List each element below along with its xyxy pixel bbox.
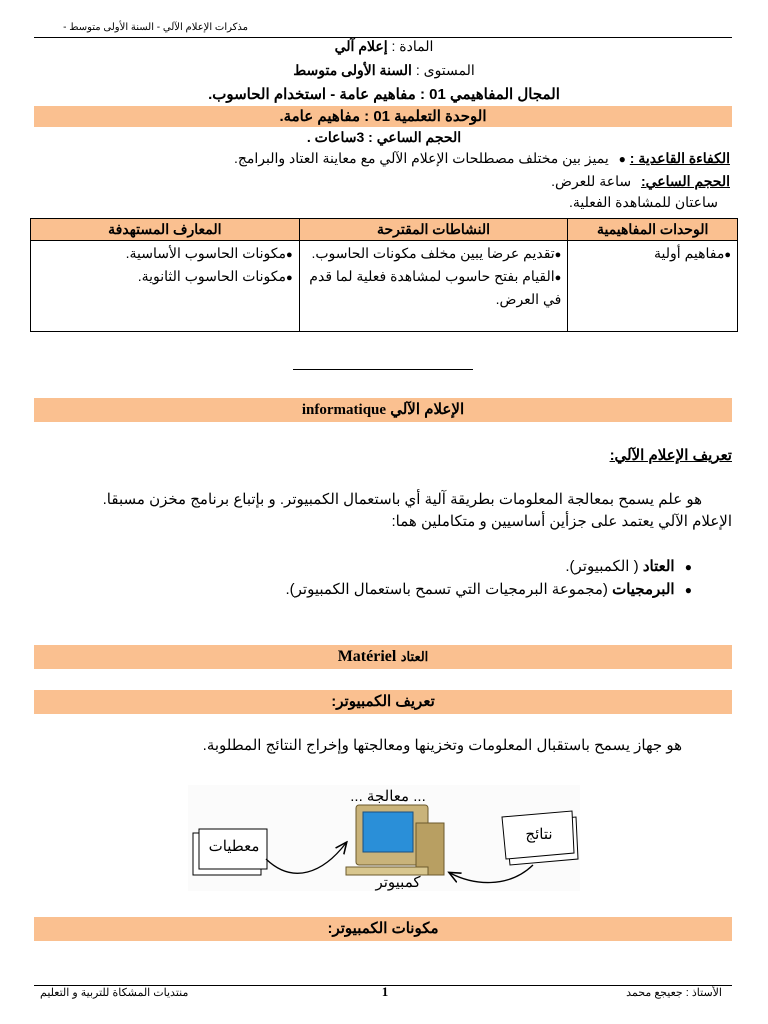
definition-para2: الإعلام الآلي يعتمد على جزأين أساسيين و متكاملين هما: — [391, 513, 732, 530]
item-text: (مجموعة البرمجيات التي تسمح باستعمال الكمبيوتر). — [285, 581, 608, 598]
table-cell-activities — [299, 241, 568, 332]
section-title-fr: informatique — [301, 402, 387, 418]
item-text: ( الكمبيوتر). — [565, 558, 639, 575]
definition-item-hardware — [30, 557, 692, 575]
bullet-icon — [613, 150, 626, 166]
definition-item-software — [30, 580, 692, 598]
competence-line — [40, 150, 730, 167]
diagram-label-computer: كمبيوتر — [375, 874, 421, 891]
objectives-table — [30, 218, 738, 332]
field-label: المجال المفاهيمي 01 : — [419, 86, 560, 103]
header-note: مذكرات الإعلام الآلي - السنة الأولى متوسط - — [63, 22, 248, 33]
bullet-icon — [679, 558, 692, 575]
section-title-fr: Matériel — [337, 648, 397, 665]
computer-diagram — [188, 785, 580, 891]
table-header-cell: النشاطات المقترحة — [299, 219, 568, 241]
hours2-line1: ساعة للعرض. — [551, 173, 632, 189]
subject-line — [0, 38, 768, 55]
footer-teacher: الأستاذ : جعيجع محمد — [626, 987, 722, 999]
level-value: السنة الأولى متوسط — [293, 62, 412, 78]
subject-value: إعلام آلي — [334, 38, 388, 54]
bullet-icon — [679, 581, 692, 598]
table-header-cell: المعارف المستهدفة — [31, 219, 300, 241]
unit-value: مفاهيم عامة. — [279, 108, 360, 125]
level-label: المستوى : — [415, 62, 475, 78]
subject-label: المادة : — [391, 38, 434, 54]
competence-label: الكفاءة القاعدية : — [629, 150, 730, 166]
hours2-line2 — [40, 194, 730, 211]
list-item: ● مكونات الحاسوب الأساسية. — [37, 243, 293, 266]
separator-line — [293, 369, 473, 370]
hours-label: الحجم الساعي : — [368, 129, 462, 145]
list-item: ● مفاهيم أولية — [574, 243, 731, 266]
hours-line — [0, 129, 768, 146]
unit-label: الوحدة التعلمية 01 : — [364, 108, 487, 125]
hours2-line2-text: ساعتان للمشاهدة الفعلية. — [569, 194, 718, 210]
competence-text: يميز بين مختلف مصطلحات الإعلام الآلي مع معاينة العتاد والبرامج. — [233, 150, 609, 166]
page-number: 1 — [381, 984, 389, 999]
diagram-label-processing: ... معالجة ... — [350, 788, 426, 805]
hours2-line — [40, 173, 730, 190]
list-item: ● مكونات الحاسوب الثانوية. — [37, 266, 293, 289]
definition-para1: هو علم يسمح بمعالجة المعلومات بطريقة آلية أي باستعمال الكمبيوتر. و بإتباع برنامج مخزن مسبقا. — [102, 491, 702, 508]
computer-icon — [346, 805, 444, 875]
field-line — [0, 85, 768, 103]
computer-definition: هو جهاز يسمح باستقبال المعلومات وتخزينها ومعالجتها وإخراج النتائج المطلوبة. — [202, 737, 682, 754]
list-item: ● القيام بفتح حاسوب لمشاهدة فعلية لما قدم في العرض. — [306, 266, 562, 310]
level-line — [0, 62, 768, 79]
section-title-ar: العتاد — [400, 649, 429, 664]
footer-forum: منتديات المشكاة للتربية و التعليم — [40, 987, 189, 999]
table-header-row — [31, 219, 738, 241]
arrow-input-icon — [266, 843, 346, 873]
table-cell-knowledge — [31, 241, 300, 332]
section-title-ar: الإعلام الآلي — [390, 401, 465, 418]
hours2-label: الحجم الساعي: — [640, 173, 730, 189]
table-cell-units — [568, 241, 738, 332]
definition-heading: تعريف الإعلام الآلي: — [609, 447, 732, 464]
diagram-label-output: نتائج — [525, 826, 553, 843]
unit-band — [34, 106, 732, 127]
field-value: مفاهيم عامة - استخدام الحاسوب. — [208, 86, 416, 103]
section-components-band: مكونات الكمبيوتر: — [34, 917, 732, 941]
item-bold: البرمجيات — [612, 581, 675, 598]
arrow-output-icon — [450, 865, 533, 883]
item-bold: العتاد — [642, 558, 675, 575]
list-item: ● تقديم عرضا يبين مخلف مكونات الحاسوب. — [306, 243, 562, 266]
hours-value: 3ساعات . — [306, 129, 365, 145]
section-materiel-band — [34, 645, 732, 669]
table-row — [31, 241, 738, 332]
diagram-label-input: معطيات — [208, 838, 260, 855]
table-header-cell: الوحدات المفاهيمية — [568, 219, 738, 241]
section-computer-def-band: تعريف الكمبيوتر: — [34, 690, 732, 714]
section-informatique-band — [34, 398, 732, 422]
